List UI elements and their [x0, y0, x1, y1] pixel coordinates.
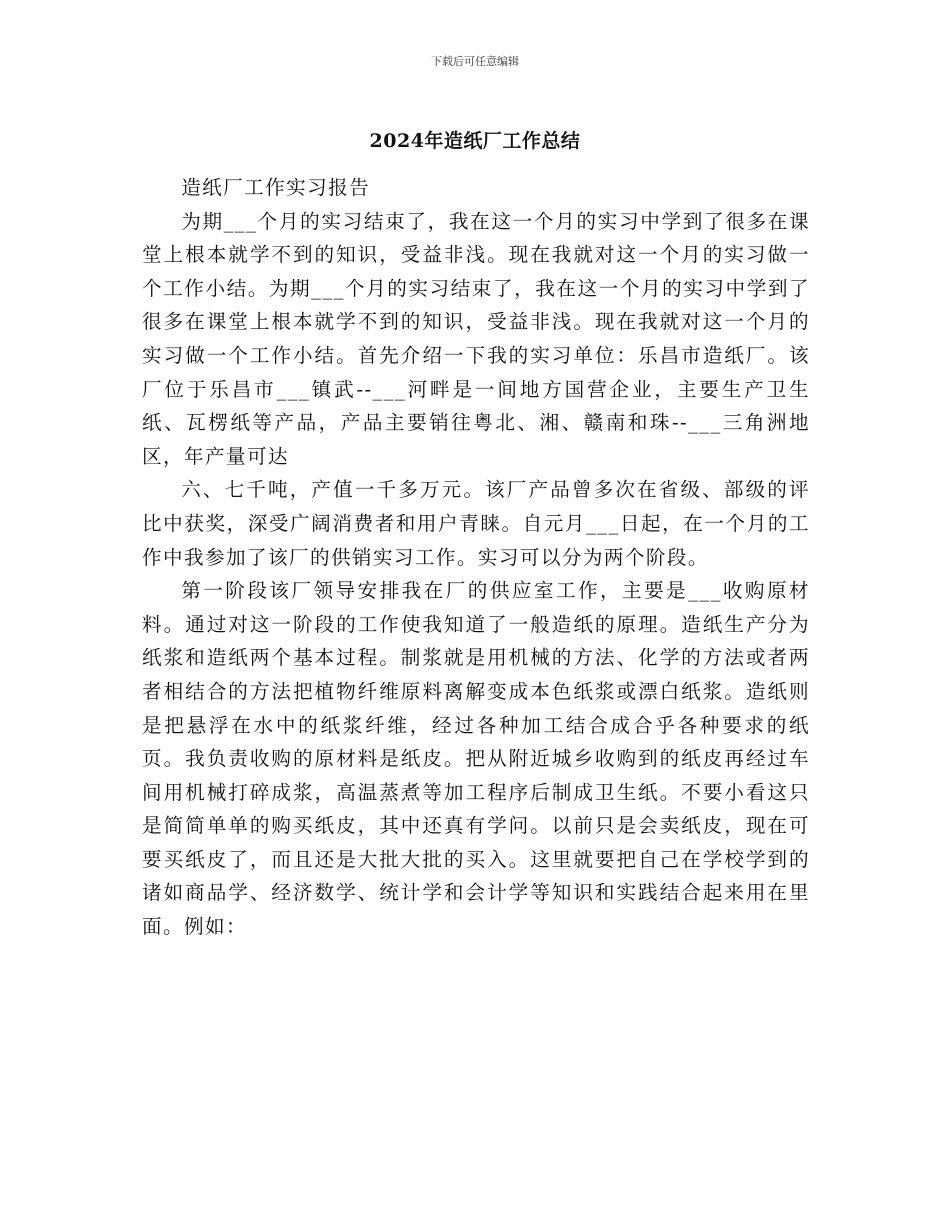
document-body	[142, 171, 810, 944]
paragraph-subtitle: 造纸厂工作实习报告	[181, 176, 371, 199]
paragraph: 第一阶段该厂领导安排我在厂的供应室工作，主要是___收购原材料。通过对这一阶段的工作使我知道了一般造纸的原理。造纸生产分为纸浆和造纸两个基本过程。制浆就是用机械的方法、化学的方法或者两者相结合的方法把植物纤维原料离解变成本色纸浆或漂白纸浆。造纸则是把悬浮在水中的纸浆纤维，经过各种加工结合成合乎各种要求的纸页。我负责收购的原材料是纸皮。把从附近城乡收购到的纸皮再经过车间用机械打碎成浆，高温蒸煮等加工程序后制成卫生纸。不要小看这只是简简单单的购买纸皮，其中还真有学问。以前只是会卖纸皮，现在可要买纸皮了，而且还是大批大批的买入。这里就要把自己在学校学到的诸如商品学、经济数学、统计学和会计学等知识和实践结合起来用在里面。例如：	[142, 579, 810, 939]
paragraph: 六、七千吨，产值一千多万元。该厂产品曾多次在省级、部级的评比中获奖，深受广阔消费者和用户青睐。自元月___日起，在一个月的工作中我参加了该厂的供销实习工作。实习可以分为两个阶段。	[142, 478, 810, 569]
page-header: 下载后可任意编辑	[431, 55, 519, 68]
paragraph: 为期___个月的实习结束了，我在这一个月的实习中学到了很多在课堂上根本就学不到的知识，受益非浅。现在我就对这一个月的实习做一个工作小结。为期___个月的实习结束了，我在这一个月的实习中学到了很多在课堂上根本就学不到的知识，受益非浅。现在我就对这一个月的实习做一个工作小结。首先介绍一下我的实习单位：乐昌市造纸厂。该厂位于乐昌市___镇武--___河畔是一间地方国营企业，主要生产卫生纸、瓦楞纸等产品，产品主要销往粤北、湘、赣南和珠--___三角洲地区，年产量可达	[142, 209, 810, 468]
document-title: 2024年造纸厂工作总结	[369, 130, 581, 152]
